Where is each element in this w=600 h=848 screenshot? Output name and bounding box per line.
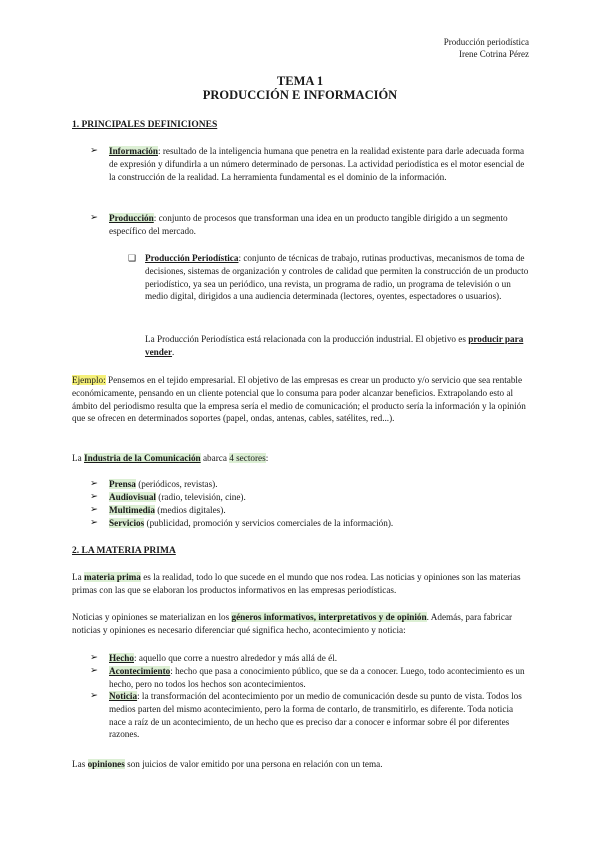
term-opiniones: opiniones xyxy=(87,759,125,769)
term-informacion: Información xyxy=(109,146,158,156)
industry-paragraph xyxy=(72,452,530,465)
definition-produccion xyxy=(109,212,527,238)
relation-end: . xyxy=(172,346,175,357)
definition-produccion-periodistica xyxy=(145,252,529,303)
sector-name: Prensa xyxy=(109,479,136,489)
relation-text: La Producción Periodística está relacionada con la producción industrial. El objetivo es xyxy=(145,334,469,344)
sector-desc: (publicidad, promoción y servicios comerciales de la información). xyxy=(144,518,394,528)
concept-text: : aquello que corre a nuestro alrededor y más allá de él. xyxy=(134,653,338,663)
definition-text: : conjunto de procesos que transforman una idea en un producto tangible dirigido a un segmento específico del mercado. xyxy=(109,213,508,236)
bullet-arrow-icon: ➢ xyxy=(90,479,98,489)
term-produccion-periodistica: Producción Periodística xyxy=(145,253,239,263)
sector-name: Servicios xyxy=(109,518,145,528)
opiniones-paragraph xyxy=(72,758,530,771)
bullet-arrow-icon: ➢ xyxy=(90,518,98,528)
example-text: Pensemos en el tejido empresarial. El objetivo de las empresas es crear un producto y/o servicio que sea rentable económicamente, pensando en un cliente potencial que lo consuma para poder alcanzar beneficios. Extrapolando esto al ámbito del periodismo resulta que la empresa sería el medio de comunicación; el producto sería la información y la opinión que se ofrecen en determinados soportes (papel, ondas, antenas, cables, satélites, red...). xyxy=(72,375,526,424)
industry-count: 4 sectores xyxy=(229,453,266,463)
industry-mid: abarca xyxy=(200,453,230,463)
definition-text: : conjunto de técnicas de trabajo, rutinas productivas, mecanismos de toma de decisiones, sistemas de organización y controles de calidad que permiten la construcción de un producto periodístico, ya sea un periódico, una revista, un programa de radio, un programa de televisión o un medio digital, dirigidos a una audiencia determinada (lectores, oyentes, espectadores o usuarios). xyxy=(145,253,529,302)
section-heading-1: 1. PRINCIPALES DEFINICIONES xyxy=(72,120,218,130)
bullet-arrow-icon: ➢ xyxy=(90,666,98,676)
concept-text: : hecho que pasa a conocimiento público, que se da a conocer. Luego, todo acontecimiento es un hecho, pero no todos los hechos son acontecimientos. xyxy=(109,666,525,689)
sector-desc: (radio, televisión, cine). xyxy=(155,492,246,502)
bullet-arrow-icon: ➢ xyxy=(90,691,98,701)
concept-acontecimiento xyxy=(109,665,529,691)
header-author: Irene Cotrina Pérez xyxy=(459,49,529,59)
bullet-arrow-icon: ➢ xyxy=(90,505,98,515)
relation-emphasis: producir para vender xyxy=(145,334,524,357)
example-paragraph xyxy=(72,374,530,425)
opiniones-text: son juicios de valor emitido por una persona en relación con un tema. xyxy=(124,759,383,769)
generos-paragraph xyxy=(72,611,530,637)
term-hecho: Hecho xyxy=(109,653,135,663)
industry-end: : xyxy=(265,453,269,463)
checkbox-bullet-icon: ❑ xyxy=(128,253,137,263)
bullet-arrow-icon: ➢ xyxy=(90,653,98,663)
concept-hecho xyxy=(109,652,529,665)
bullet-arrow-icon: ➢ xyxy=(90,492,98,502)
opiniones-pre: Las xyxy=(72,759,88,769)
term-noticia: Noticia xyxy=(109,691,138,701)
term-generos: géneros informativos, interpretativos y de opinión xyxy=(231,612,427,622)
page-header xyxy=(444,36,529,60)
bullet-arrow-icon: ➢ xyxy=(90,146,98,156)
sector-desc: (periódicos, revistas). xyxy=(135,479,218,489)
concept-noticia xyxy=(109,690,529,741)
sector-name: Audiovisual xyxy=(109,492,156,502)
sector-name: Multimedia xyxy=(109,505,155,515)
industry-pre: La xyxy=(72,453,84,463)
generos-text: . Además, para fabricar noticias y opiniones es necesario diferenciar qué significa hecho, acontecimiento y noticia: xyxy=(72,612,513,635)
section-heading-2: 2. LA MATERIA PRIMA xyxy=(72,546,176,556)
definition-informacion xyxy=(109,145,529,183)
term-acontecimiento: Acontecimiento xyxy=(109,666,171,676)
bullet-arrow-icon: ➢ xyxy=(90,213,98,223)
generos-pre: Noticias y opiniones se materializan en los xyxy=(72,612,232,622)
example-label: Ejemplo: xyxy=(72,375,106,385)
concept-text: : la transformación del acontecimiento por un medio de comunicación desde su punto de vista. Todos los medios parten del mismo acontecimiento, pero la forma de contarlo, de transmitirlo, es diferente. Toda noticia nace a raíz de un acontecimiento, de un hecho que es preciso dar a conocer e informar sobre él por diferentes razones. xyxy=(109,691,522,740)
sector-desc: (medios digitales). xyxy=(154,505,226,515)
term-produccion: Producción xyxy=(109,213,154,223)
doc-subtitle: PRODUCCIÓN E INFORMACIÓN xyxy=(202,88,398,102)
header-course: Producción periodística xyxy=(443,37,529,47)
term-industria: Industria de la Comunicación xyxy=(84,453,201,463)
term-materia-prima: materia prima xyxy=(84,572,141,582)
definition-text: : resultado de la inteligencia humana que penetra en la realidad existente para darle adecuada forma de expresión y difundirla a un número determinado de personas. La actividad periodística es el motor esencial de la construcción de la realidad. La herramienta fundamental es el dominio de la información. xyxy=(109,146,525,182)
materia-pre: La xyxy=(72,572,84,582)
doc-title: TEMA 1 xyxy=(276,74,324,88)
relation-paragraph xyxy=(145,333,529,359)
materia-paragraph xyxy=(72,571,530,597)
materia-text: es la realidad, todo lo que sucede en el mundo que nos rodea. Las noticias y opiniones son las materias primas con las que se elaboran los productos informativos en las empresas periodísticas. xyxy=(72,572,521,595)
